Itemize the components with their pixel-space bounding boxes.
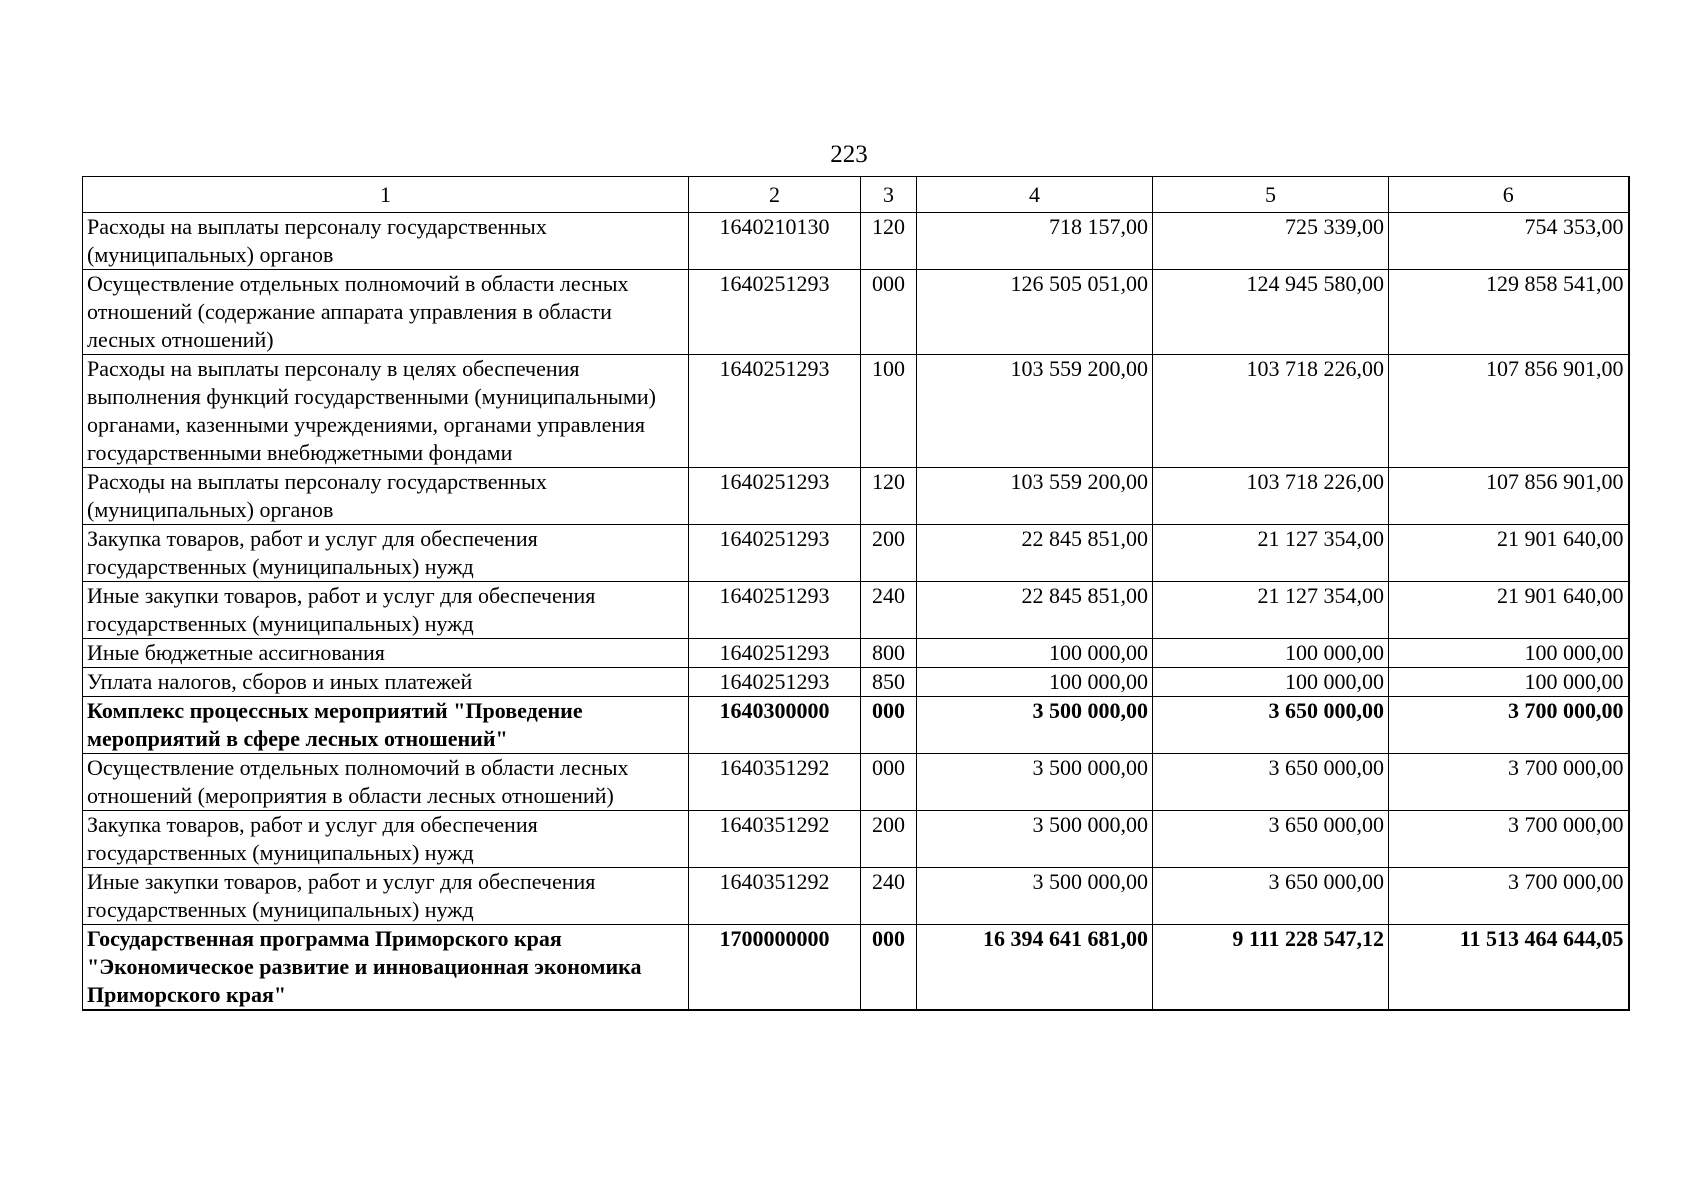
row-code: 1640351292 xyxy=(689,868,861,925)
row-code: 1640251293 xyxy=(689,525,861,582)
row-amount-col4: 103 559 200,00 xyxy=(917,468,1153,525)
row-expense-type: 850 xyxy=(861,668,917,697)
table-row xyxy=(83,925,1629,1011)
row-amount-col6: 11 513 464 644,05 xyxy=(1389,925,1629,1011)
row-amount-col5: 100 000,00 xyxy=(1153,639,1389,668)
column-header-1: 1 xyxy=(83,177,689,213)
row-amount-col5: 725 339,00 xyxy=(1153,213,1389,270)
row-code: 1640251293 xyxy=(689,355,861,468)
row-amount-col6: 100 000,00 xyxy=(1389,639,1629,668)
table-row xyxy=(83,213,1629,270)
row-amount-col4: 16 394 641 681,00 xyxy=(917,925,1153,1011)
row-name: Осуществление отдельных полномочий в области лесных отношений (мероприятия в области лесных отношений) xyxy=(83,754,689,811)
row-expense-type: 120 xyxy=(861,213,917,270)
row-name: Осуществление отдельных полномочий в области лесных отношений (содержание аппарата управления в области лесных отношений) xyxy=(83,270,689,355)
row-name: Расходы на выплаты персоналу государственных (муниципальных) органов xyxy=(83,213,689,270)
row-name: Иные закупки товаров, работ и услуг для обеспечения государственных (муниципальных) нужд xyxy=(83,868,689,925)
row-amount-col5: 124 945 580,00 xyxy=(1153,270,1389,355)
row-code: 1700000000 xyxy=(689,925,861,1011)
table-body xyxy=(83,213,1629,1011)
row-expense-type: 000 xyxy=(861,697,917,754)
row-amount-col5: 103 718 226,00 xyxy=(1153,355,1389,468)
row-code: 1640251293 xyxy=(689,639,861,668)
table-header-row xyxy=(83,177,1629,213)
row-amount-col5: 3 650 000,00 xyxy=(1153,811,1389,868)
row-amount-col5: 21 127 354,00 xyxy=(1153,582,1389,639)
column-header-2: 2 xyxy=(689,177,861,213)
row-amount-col5: 3 650 000,00 xyxy=(1153,754,1389,811)
row-name: Закупка товаров, работ и услуг для обеспечения государственных (муниципальных) нужд xyxy=(83,811,689,868)
row-name: Закупка товаров, работ и услуг для обеспечения государственных (муниципальных) нужд xyxy=(83,525,689,582)
row-amount-col6: 21 901 640,00 xyxy=(1389,582,1629,639)
row-amount-col4: 3 500 000,00 xyxy=(917,754,1153,811)
row-amount-col4: 22 845 851,00 xyxy=(917,525,1153,582)
table-row xyxy=(83,868,1629,925)
row-amount-col4: 3 500 000,00 xyxy=(917,697,1153,754)
row-name: Комплекс процессных мероприятий "Проведение мероприятий в сфере лесных отношений" xyxy=(83,697,689,754)
column-header-3: 3 xyxy=(861,177,917,213)
row-amount-col4: 100 000,00 xyxy=(917,639,1153,668)
row-amount-col4: 718 157,00 xyxy=(917,213,1153,270)
row-amount-col6: 3 700 000,00 xyxy=(1389,811,1629,868)
row-amount-col6: 107 856 901,00 xyxy=(1389,355,1629,468)
budget-table xyxy=(82,176,1630,1011)
row-name: Иные бюджетные ассигнования xyxy=(83,639,689,668)
table-row xyxy=(83,355,1629,468)
table-row xyxy=(83,639,1629,668)
column-header-5: 5 xyxy=(1153,177,1389,213)
row-expense-type: 240 xyxy=(861,868,917,925)
row-amount-col6: 754 353,00 xyxy=(1389,213,1629,270)
row-amount-col4: 3 500 000,00 xyxy=(917,868,1153,925)
row-amount-col6: 3 700 000,00 xyxy=(1389,697,1629,754)
row-name: Государственная программа Приморского края "Экономическое развитие и инновационная экономика Приморского края" xyxy=(83,925,689,1011)
row-amount-col5: 100 000,00 xyxy=(1153,668,1389,697)
row-amount-col5: 103 718 226,00 xyxy=(1153,468,1389,525)
row-code: 1640351292 xyxy=(689,754,861,811)
table-row xyxy=(83,697,1629,754)
row-amount-col5: 3 650 000,00 xyxy=(1153,868,1389,925)
row-amount-col4: 103 559 200,00 xyxy=(917,355,1153,468)
column-header-6: 6 xyxy=(1389,177,1629,213)
column-header-4: 4 xyxy=(917,177,1153,213)
row-expense-type: 000 xyxy=(861,270,917,355)
row-amount-col5: 3 650 000,00 xyxy=(1153,697,1389,754)
table-row xyxy=(83,525,1629,582)
table-row xyxy=(83,668,1629,697)
row-expense-type: 000 xyxy=(861,925,917,1011)
row-name: Уплата налогов, сборов и иных платежей xyxy=(83,668,689,697)
row-code: 1640251293 xyxy=(689,582,861,639)
row-expense-type: 200 xyxy=(861,525,917,582)
row-amount-col6: 3 700 000,00 xyxy=(1389,754,1629,811)
row-amount-col6: 100 000,00 xyxy=(1389,668,1629,697)
row-amount-col6: 21 901 640,00 xyxy=(1389,525,1629,582)
row-amount-col6: 107 856 901,00 xyxy=(1389,468,1629,525)
table-row xyxy=(83,811,1629,868)
row-expense-type: 240 xyxy=(861,582,917,639)
row-expense-type: 000 xyxy=(861,754,917,811)
row-expense-type: 800 xyxy=(861,639,917,668)
row-amount-col6: 129 858 541,00 xyxy=(1389,270,1629,355)
row-amount-col4: 3 500 000,00 xyxy=(917,811,1153,868)
row-expense-type: 100 xyxy=(861,355,917,468)
row-amount-col4: 126 505 051,00 xyxy=(917,270,1153,355)
row-code: 1640251293 xyxy=(689,668,861,697)
row-amount-col5: 21 127 354,00 xyxy=(1153,525,1389,582)
row-code: 1640251293 xyxy=(689,270,861,355)
row-name: Иные закупки товаров, работ и услуг для обеспечения государственных (муниципальных) нужд xyxy=(83,582,689,639)
row-code: 1640210130 xyxy=(689,213,861,270)
row-amount-col6: 3 700 000,00 xyxy=(1389,868,1629,925)
row-name: Расходы на выплаты персоналу в целях обеспечения выполнения функций государственными (муниципальными) органами, казенными учреждениями, органами управления государственными внебюджетными фондами xyxy=(83,355,689,468)
table-row xyxy=(83,270,1629,355)
row-amount-col4: 22 845 851,00 xyxy=(917,582,1153,639)
row-expense-type: 200 xyxy=(861,811,917,868)
table-row xyxy=(83,754,1629,811)
row-code: 1640300000 xyxy=(689,697,861,754)
row-name: Расходы на выплаты персоналу государственных (муниципальных) органов xyxy=(83,468,689,525)
row-code: 1640251293 xyxy=(689,468,861,525)
table-row xyxy=(83,582,1629,639)
table-row xyxy=(83,468,1629,525)
row-expense-type: 120 xyxy=(861,468,917,525)
row-amount-col5: 9 111 228 547,12 xyxy=(1153,925,1389,1011)
row-amount-col4: 100 000,00 xyxy=(917,668,1153,697)
row-code: 1640351292 xyxy=(689,811,861,868)
page-number: 223 xyxy=(830,141,868,168)
